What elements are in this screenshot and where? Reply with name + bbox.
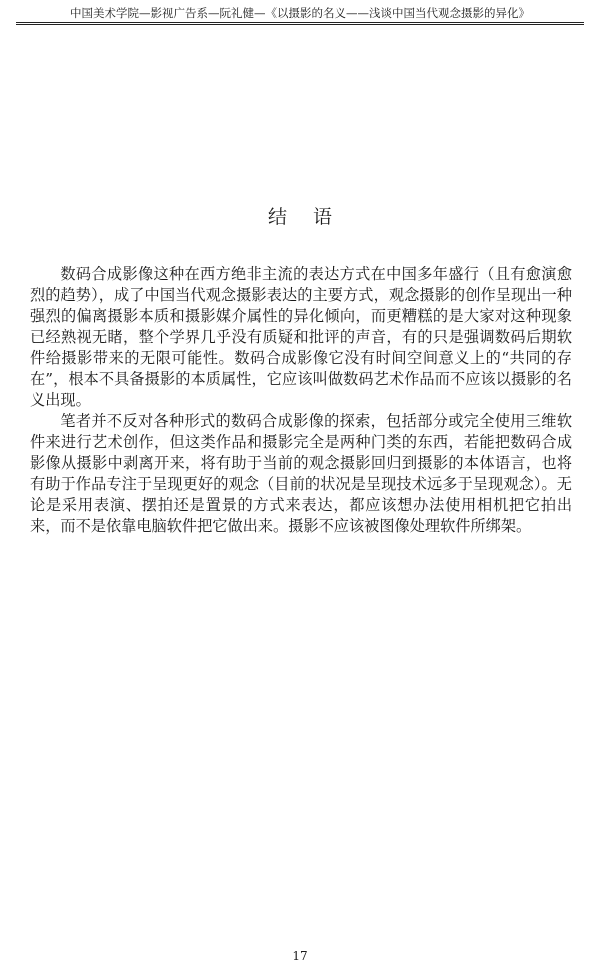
paragraph: 数码合成影像这种在西方绝非主流的表达方式在中国多年盛行（且有愈演愈烈的趋势），成了中国当代观念摄影表达的主要方式，观念摄影的创作呈现出一种强烈的偏离摄影本质和摄影媒介属性的异化倾向，而更糟糕的是大家对这种现象已经熟视无睹，整个学界几乎没有质疑和批评的声音，有的只是强调数码后期软件给摄影带来的无限可能性。数码合成影像它没有时间空间意义上的“共同的存在”，根本不具备摄影的本质属性，它应该叫做数码艺术作品而不应该以摄影的名义出现。 (30, 265, 572, 409)
page-number: 17 (292, 949, 308, 963)
header-rule-secondary (16, 24, 584, 25)
running-header: 中国美术学院—影视广告系—阮礼健—《以摄影的名义——浅谈中国当代观念摄影的异化》 (70, 6, 530, 20)
body-text (30, 264, 572, 537)
section-title: 结语 (267, 206, 358, 228)
header-rule (16, 22, 584, 23)
paragraph: 笔者并不反对各种形式的数码合成影像的探索，包括部分或完全使用三维软件来进行艺术创作，但这类作品和摄影完全是两种门类的东西，若能把数码合成影像从摄影中剥离开来，将有助于当前的观念摄影回归到摄影的本体语言，也将有助于作品专注于呈现更好的观念（目前的状况是呈现技术远多于呈现观念）。无论是采用表演、摆拍还是置景的方式来表达，都应该想办法使用相机把它拍出来，而不是依靠电脑软件把它做出来。摄影不应该被图像处理软件所绑架。 (30, 412, 572, 535)
